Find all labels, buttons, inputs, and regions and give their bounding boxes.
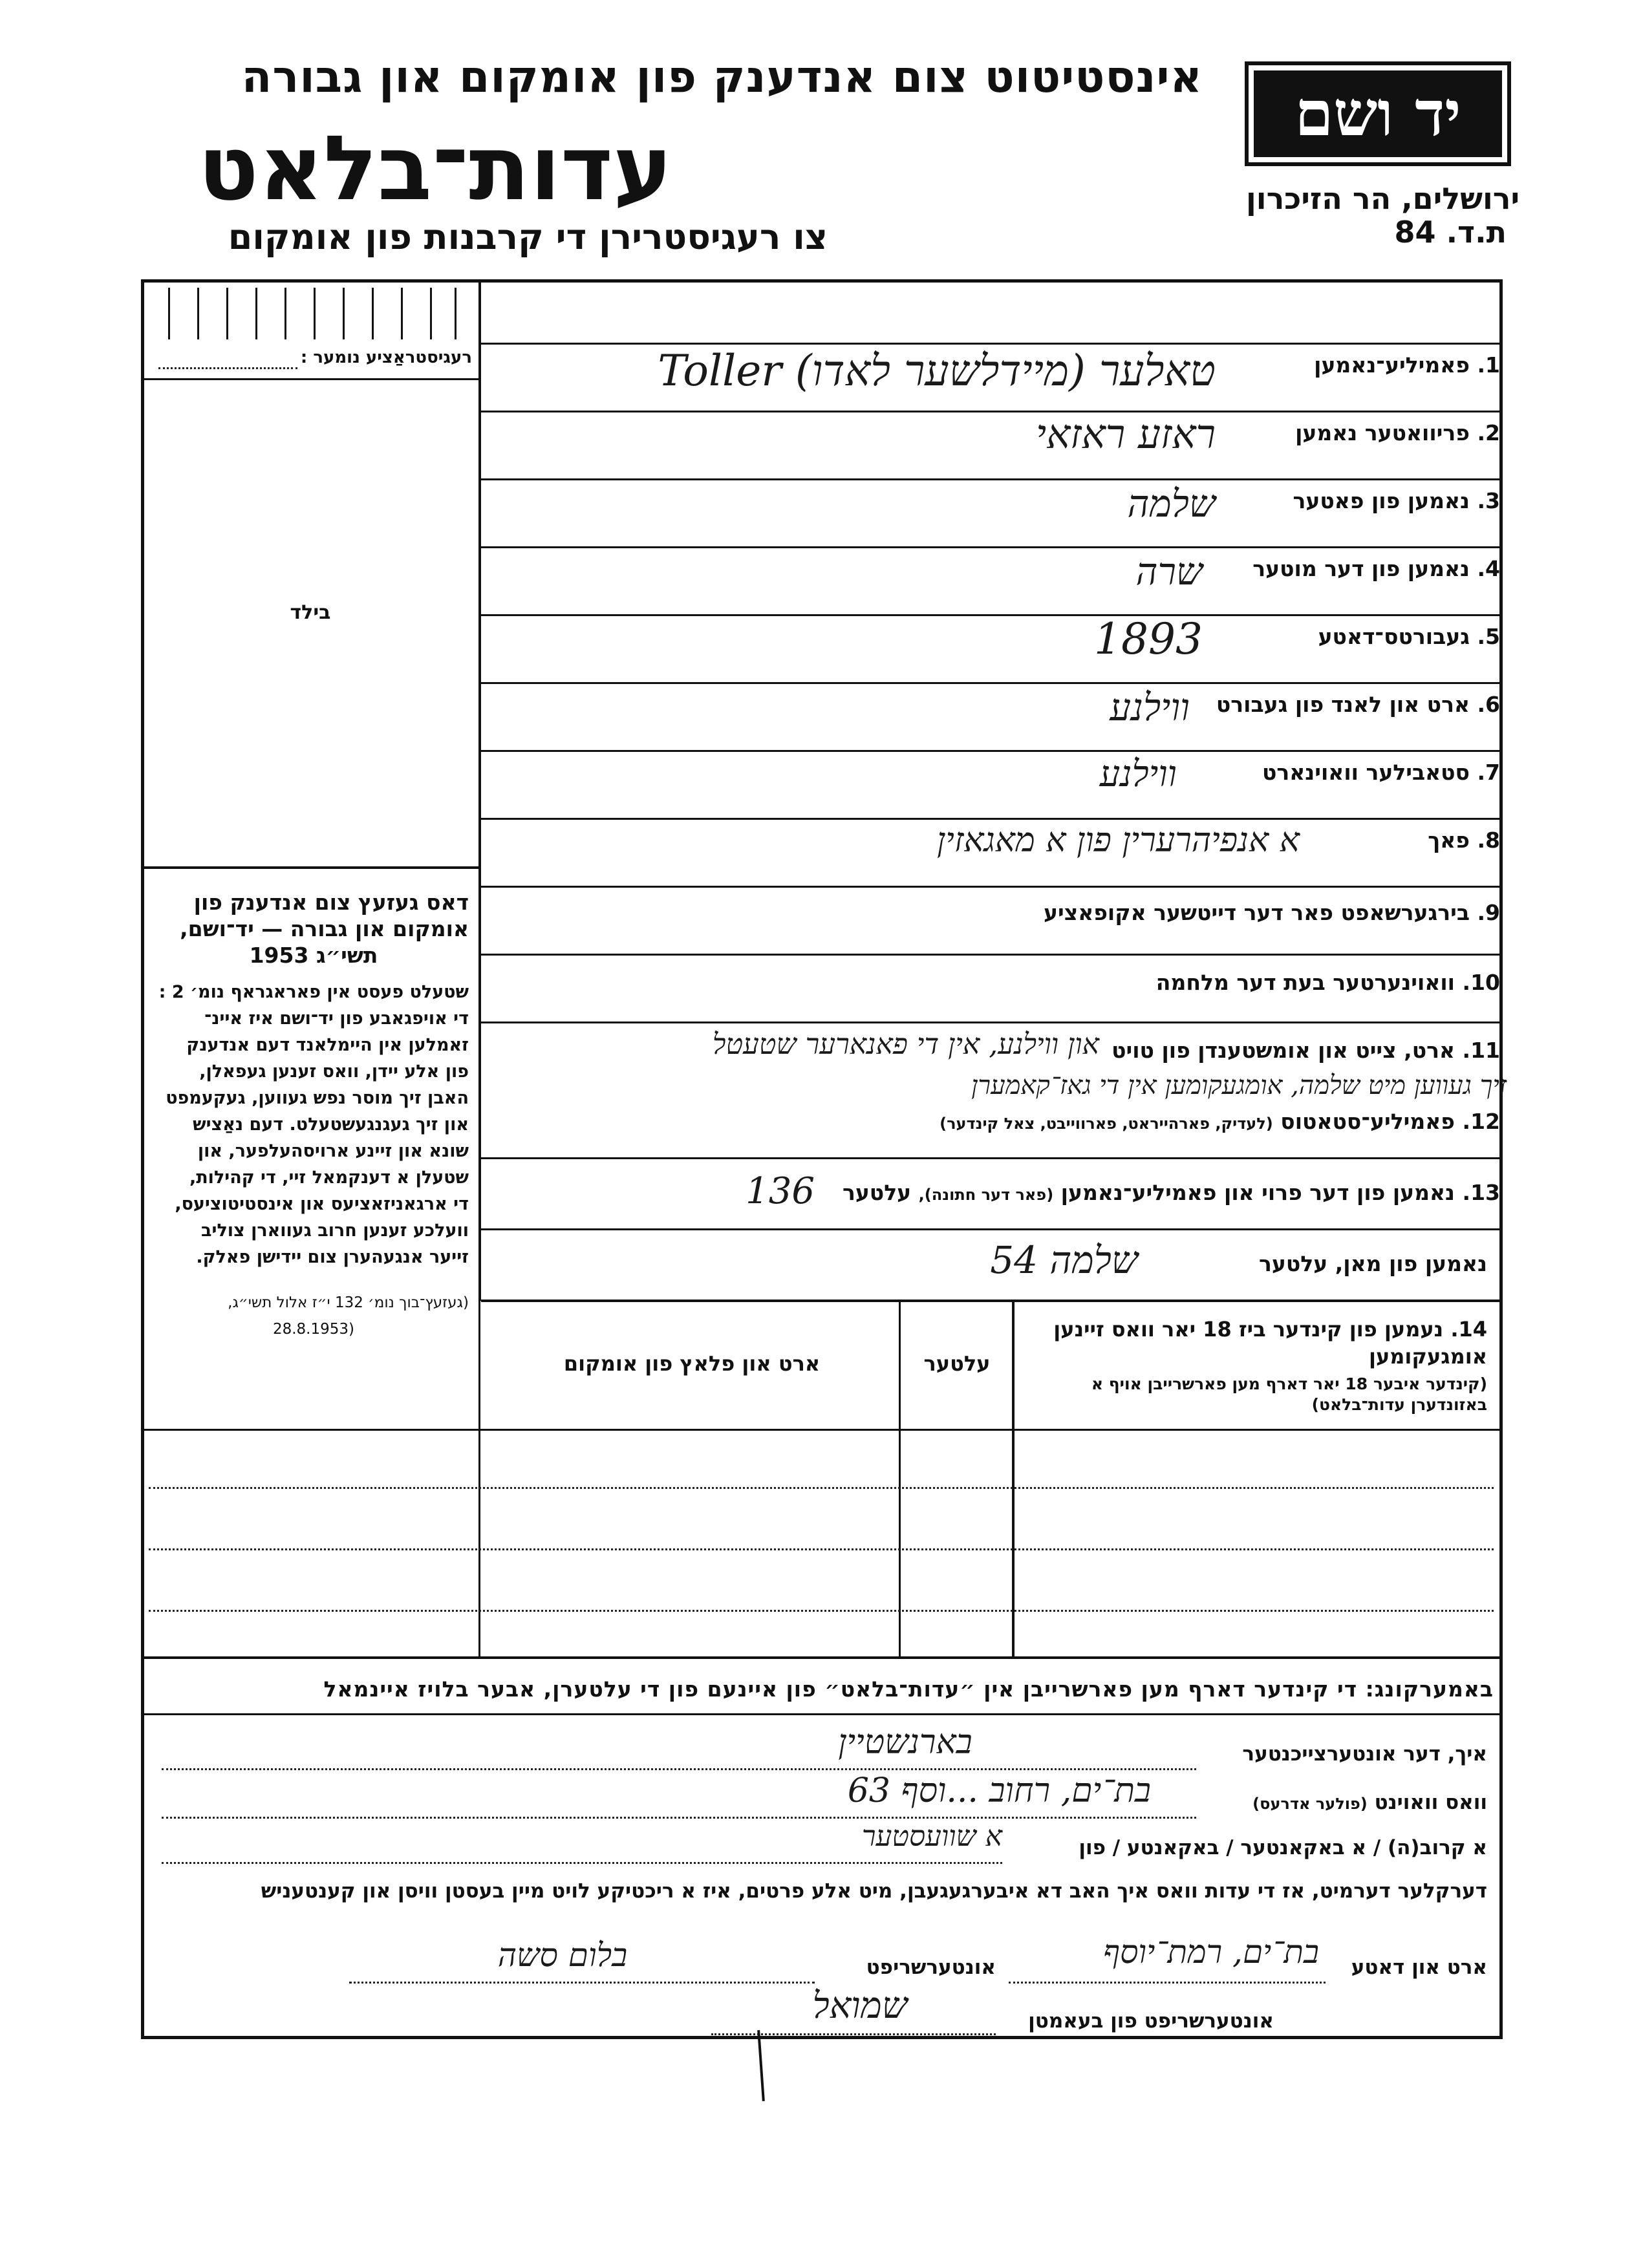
field-label-family-status — [892, 1109, 1500, 1134]
field-label: נאמען פון דער מוטער — [1252, 556, 1470, 581]
form-subtitle: צו רעגיסטרירן די קרבנות פון אומקום — [228, 217, 828, 257]
law-line: זייער אנגעהערן צום יידישן פאלק. — [196, 1247, 469, 1267]
field-label-note: (לעדיק, פארהייראט, פארווייבט, צאל קינדער) — [940, 1115, 1273, 1133]
field-separator — [481, 1157, 1503, 1159]
field-label-wartime-residence — [970, 970, 1500, 995]
field-label-note: (פאר דער חתונה), — [918, 1186, 1054, 1204]
law-line: שונא און זיינע ארויסהעלפער, און — [197, 1141, 469, 1161]
field-label-citizenship — [905, 900, 1500, 925]
field-number: 8. — [1477, 828, 1500, 853]
field-separator — [481, 682, 1503, 684]
field-value-husband: שלמה 54 — [990, 1238, 1138, 1282]
law-line: שטעלן א דענקמאל זיי, די קהילות, — [189, 1168, 469, 1188]
field-separator — [481, 954, 1503, 956]
field-number: 11. — [1462, 1038, 1500, 1063]
field-label-first-name — [1229, 420, 1500, 445]
field-separator — [481, 614, 1503, 616]
field-number: 4. — [1477, 556, 1500, 581]
field-separator — [481, 1022, 1503, 1023]
field-label: בירגערשאפט פאר דער דייטשער אקופאציע — [1043, 900, 1470, 925]
photo-box-top — [141, 378, 480, 380]
children-table-divider — [478, 1301, 480, 1656]
field-value-family-status: זיך געווען מיט שלמה, אומגעקומען אין די גאז־קאמערן — [971, 1071, 1507, 1100]
official-signature-line — [711, 2033, 996, 2035]
field-separator — [481, 750, 1503, 752]
field-value-family-name: טאלער (מיידלשער לאדו) Toller — [658, 346, 1216, 396]
address-line-1: ירושלים, הר הזיכרון — [1245, 181, 1520, 216]
field-number: 12. — [1462, 1109, 1500, 1134]
field-label-father-name — [1229, 488, 1500, 513]
field-label: פאמיליע־סטאטוס — [1280, 1109, 1455, 1134]
children-row — [149, 1487, 1494, 1489]
place-date-value: בת־ים, רמת־יוסף — [1103, 1933, 1319, 1971]
declaration-text: דערקלער דערמיט, אז די עדות וואס איך האב דא איבערגעגעבן, מיט אלע פרטים, איז א ריכטיקע לויט מיין בעסטן וויסן און קענטעניש — [261, 1879, 1487, 1903]
field-label-husband — [1151, 1251, 1487, 1276]
law-line: שטעלט פעסט אין פאראגראף נומ׳ 2 : — [158, 982, 469, 1002]
official-signature-label: אונטערשריפט פון בעאמטן — [1028, 2009, 1274, 2033]
field-label: ארט און לאנד פון געבורט — [1216, 692, 1470, 717]
field-value-mother-name: שרה — [1135, 550, 1203, 594]
address-line — [162, 1817, 1196, 1819]
law-citation: (געזעץ־בוך נומ׳ 132 י״ז אלול תשי״ג, — [228, 1294, 469, 1311]
field-label: סטאבילער וואוינארט — [1262, 760, 1470, 785]
signature-flourish — [757, 2030, 765, 2101]
field-label: פאך — [1428, 828, 1470, 853]
field-number: 5. — [1477, 624, 1500, 649]
place-date-label: ארט און דאטע — [1351, 1956, 1487, 1979]
children-row — [149, 1548, 1494, 1550]
children-table-bottom — [141, 1656, 1503, 1659]
signature-label: אונטערשריפט — [866, 1956, 996, 1979]
yad-vashem-logo — [1245, 61, 1511, 166]
field-label-spouse-wife — [828, 1180, 1500, 1205]
field-separator — [481, 886, 1503, 888]
address-value: בת־ים, רחוב ...וסף 63 — [847, 1771, 1151, 1810]
law-line: פון אלע יידן, וואס זענען געפאלן, — [199, 1062, 469, 1082]
field-value-birth-date: 1893 — [1094, 614, 1203, 664]
registration-dots — [158, 367, 297, 369]
law-line: און זיך געגנגעשטעלט. דעם נאַציש — [193, 1115, 469, 1135]
field-label-mother-name — [1229, 556, 1500, 581]
field-value-occupation: א אנפיהרערין פון א מאגאזין — [937, 821, 1300, 860]
law-line: די ארגאניזאציעס און אינסטיטוציעס, — [175, 1194, 469, 1214]
field-separator — [481, 343, 1503, 345]
signer-line — [162, 1768, 1196, 1770]
address-label-text: וואס וואוינט — [1374, 1791, 1487, 1814]
age-label: עלטער — [842, 1180, 912, 1205]
registration-number-boxes — [168, 288, 453, 339]
field-label: געבורטס־דאטע — [1318, 624, 1470, 649]
field-number: 2. — [1477, 420, 1500, 445]
field-number: 13. — [1462, 1180, 1500, 1205]
field-label: פריוואטער נאמען — [1295, 420, 1470, 445]
field-number: 6. — [1477, 692, 1500, 717]
law-line: תשי״ג 1953 — [249, 943, 378, 968]
law-line: אומקום און גבורה — יד־ושם, — [180, 916, 469, 941]
children-note: (קינדער איבער 18 יאר דארף מען פארשרייבן אויף א באזונדערן עדות־בלאט) — [1091, 1375, 1487, 1414]
children-table-header-line — [141, 1429, 1503, 1431]
field-label: נאמען פון פאטער — [1293, 488, 1470, 513]
footer-note: באמערקונג: די קינדער דארף מען פארשרייבן אין ״עדות־בלאט״ פון איינעם פון די עלטערן, אבער בלויז איינמאל — [323, 1676, 1494, 1702]
photo-label: בילד — [290, 601, 331, 624]
law-date: (28.8.1953 — [272, 1321, 355, 1338]
photo-box-bottom — [141, 866, 480, 869]
field-label-family-name — [1229, 352, 1500, 378]
field-value-spouse-wife: 136 — [746, 1170, 815, 1212]
field-label-birth-date — [1229, 624, 1500, 649]
signer-value: בארנשטיין — [838, 1723, 972, 1762]
field-value-residence: ווילנע — [1099, 753, 1177, 795]
field-number: 14. — [1450, 1317, 1487, 1342]
field-label-residence — [1216, 760, 1500, 785]
official-signature-value: שמואל — [812, 1985, 908, 2027]
law-text — [158, 889, 469, 1343]
field-number: 3. — [1477, 488, 1500, 513]
field-number: 7. — [1477, 760, 1500, 785]
signature-value: בלום סשה — [497, 1936, 628, 1974]
relation-label: א קרוב(ה) / א באקאנטער / באקאנטע / פון — [1079, 1836, 1487, 1859]
left-column-divider — [478, 279, 481, 1301]
address-line-2: ת.ד. 84 — [1394, 215, 1507, 250]
field-label-death-circumstances — [1099, 1038, 1500, 1063]
field-label-birthplace — [1216, 692, 1500, 717]
signature-line — [349, 1982, 815, 1984]
law-line: די אויפגאבע פון יד־ושם איז איינ־ — [204, 1009, 469, 1029]
children-table-divider — [899, 1301, 901, 1656]
children-section-title — [1022, 1316, 1487, 1370]
children-table-divider — [1012, 1301, 1015, 1656]
field-separator — [481, 1300, 1503, 1302]
field-value-death-circumstances: און ווילנע, אין די פאנארער שטעטל — [712, 1028, 1099, 1061]
children-col-place: ארט און פלאץ פון אומקום — [563, 1351, 821, 1376]
field-separator — [481, 546, 1503, 548]
institute-title: אינסטיטוט צום אנדענק פון אומקום און גבורה — [241, 52, 1203, 103]
address-note: (פולער אדרעס) — [1252, 1795, 1368, 1813]
field-label-occupation — [1293, 828, 1500, 853]
field-label: וואוינערטער בעת דער מלחמה — [1155, 970, 1455, 995]
law-line: האבן זיך מוסר נפש געווען, געקעמפט — [166, 1088, 469, 1108]
children-col-age: עלטער — [923, 1351, 991, 1376]
field-separator — [481, 1228, 1503, 1230]
registration-label: רעגיסטראַציע נומער : — [300, 348, 472, 367]
form-title: עדות־בלאט — [198, 116, 672, 220]
law-line: זאמלען אין היימלאנד דעם אנדענק — [186, 1035, 469, 1055]
field-label: נאמען פון מאן, עלטער — [1259, 1251, 1487, 1276]
footer-note-underline — [141, 1713, 1503, 1715]
place-date-line — [1009, 1982, 1326, 1984]
field-label: נאמען פון דער פרוי און פאמיליע־נאמען — [1060, 1180, 1455, 1205]
field-value-first-name: ראזע ראזאי — [1035, 411, 1216, 458]
field-value-birthplace: ווילנע — [1110, 685, 1190, 729]
law-line: וועלכע זענען חרוב געווארן צוליב — [201, 1221, 469, 1241]
relation-line — [162, 1862, 1002, 1864]
field-label: ארט, צייט און אומשטענדן פון טויט — [1111, 1038, 1455, 1063]
field-value-father-name: שלמה — [1127, 482, 1216, 526]
children-row — [149, 1610, 1494, 1612]
law-line: דאס געזעץ צום אנדענק פון — [193, 890, 469, 915]
field-label: פאמיליע־נאמען — [1314, 352, 1470, 378]
field-separator — [481, 818, 1503, 820]
address-label — [1203, 1791, 1487, 1814]
signer-label: איך, דער אונטערצייכנטער — [1242, 1742, 1487, 1766]
logo-text: יד ושם — [1294, 77, 1461, 150]
field-separator — [481, 478, 1503, 480]
field-number: 9. — [1477, 900, 1500, 925]
relation-value: א שוועסטער — [861, 1820, 1002, 1853]
children-title: נעמען פון קינדער ביז 18 יאר וואס זיינען אומגעקומען — [1053, 1317, 1487, 1369]
field-number: 1. — [1477, 352, 1500, 378]
field-number: 10. — [1462, 970, 1500, 995]
